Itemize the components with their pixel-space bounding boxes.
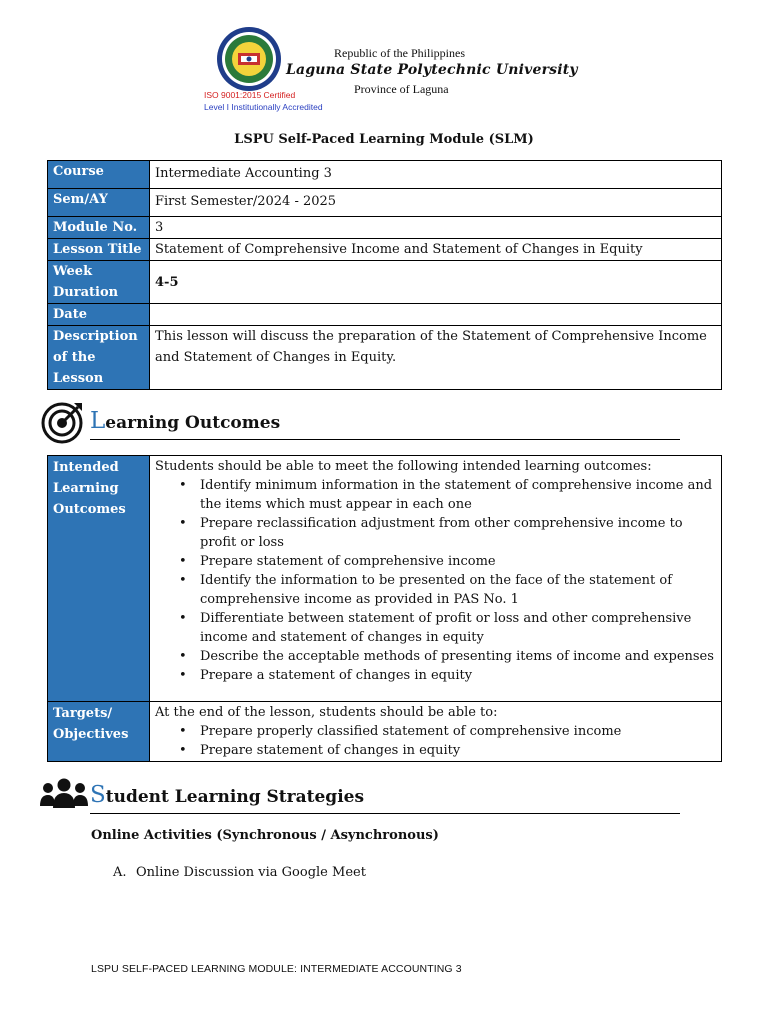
info-row-week	[48, 261, 722, 304]
info-row-description	[48, 326, 722, 390]
people-group-icon	[40, 774, 88, 814]
item-number: A.	[113, 865, 127, 880]
targets-list	[155, 722, 716, 760]
page-footer: LSPU SELF-PACED LEARNING MODULE: INTERMEDIATE ACCOUNTING 3	[91, 963, 462, 975]
info-row-lesson-title	[48, 239, 722, 261]
info-label: Sem/AY	[48, 189, 150, 217]
iso-certification: ISO 9001:2015 Certified	[204, 90, 296, 100]
info-label: Module No.	[48, 217, 150, 239]
accreditation-level: Level I Institutionally Accredited	[204, 102, 323, 112]
info-row-date	[48, 304, 722, 326]
outcomes-table	[47, 455, 722, 762]
info-value: Intermediate Accounting 3	[150, 161, 722, 189]
info-value: 4-5	[150, 261, 722, 304]
info-value	[150, 304, 722, 326]
online-activities-subheading: Online Activities (Synchronous / Asynchronous)	[91, 828, 439, 843]
strategies-heading	[40, 774, 680, 818]
intended-intro: Students should be able to meet the following intended learning outcomes:	[155, 459, 652, 474]
university-seal-icon	[216, 26, 282, 92]
intended-outcomes-cell	[150, 456, 722, 702]
list-item: • Prepare reclassification adjustment from other comprehensive income to profit or loss	[179, 516, 683, 550]
list-item: • Prepare statement of comprehensive income	[179, 554, 496, 569]
section-title	[90, 782, 364, 808]
info-value: First Semester/2024 - 2025	[150, 189, 722, 217]
intended-list	[155, 476, 716, 685]
list-item: • Prepare a statement of changes in equity	[179, 668, 473, 683]
document-header	[0, 0, 768, 130]
title-initial: L	[90, 408, 106, 434]
list-item: • Identify minimum information in the statement of comprehensive income and the items which must appear in each one	[179, 478, 713, 512]
item-text: Online Discussion via Google Meet	[136, 865, 366, 880]
title-rest: earning Outcomes	[105, 413, 281, 433]
info-value: Statement of Comprehensive Income and Statement of Changes in Equity	[150, 239, 722, 261]
list-item: • Prepare statement of changes in equity	[179, 743, 461, 758]
targets-cell	[150, 702, 722, 762]
learning-outcomes-heading	[40, 400, 680, 444]
intended-outcomes-label: Intended Learning Outcomes	[48, 456, 150, 702]
info-row-course	[48, 161, 722, 189]
info-label: Week Duration	[48, 261, 150, 304]
activity-item	[113, 865, 366, 880]
province-line: Province of Laguna	[354, 82, 449, 96]
module-info-table	[47, 160, 722, 390]
document-title: LSPU Self-Paced Learning Module (SLM)	[234, 132, 534, 147]
info-label: Lesson Title	[48, 239, 150, 261]
heading-rule	[90, 813, 680, 814]
section-title	[90, 408, 280, 434]
republic-line: Republic of the Philippines	[334, 46, 465, 60]
targets-intro: At the end of the lesson, students should be able to:	[155, 705, 498, 720]
info-value: 3	[150, 217, 722, 239]
targets-row	[48, 702, 722, 762]
target-icon	[40, 400, 84, 444]
title-rest: tudent Learning Strategies	[105, 787, 365, 807]
info-label: Description of the Lesson	[48, 326, 150, 390]
list-item: • Prepare properly classified statement of comprehensive income	[179, 724, 622, 739]
list-item: • Differentiate between statement of profit or loss and other comprehensive income and statement of changes in equity	[179, 611, 692, 645]
info-row-module	[48, 217, 722, 239]
info-label: Course	[48, 161, 150, 189]
heading-rule	[90, 439, 680, 440]
info-value: This lesson will discuss the preparation of the Statement of Comprehensive Income and Statement of Changes in Equity.	[150, 326, 722, 390]
info-row-sem	[48, 189, 722, 217]
targets-label: Targets/ Objectives	[48, 702, 150, 762]
list-item: • Identify the information to be presented on the face of the statement of comprehensive income as provided in PAS No. 1	[179, 573, 673, 607]
university-name: Laguna State Polytechnic University	[286, 62, 578, 78]
info-label: Date	[48, 304, 150, 326]
intended-outcomes-row	[48, 456, 722, 702]
title-initial: S	[90, 782, 106, 808]
list-item: • Describe the acceptable methods of presenting items of income and expenses	[179, 649, 714, 664]
